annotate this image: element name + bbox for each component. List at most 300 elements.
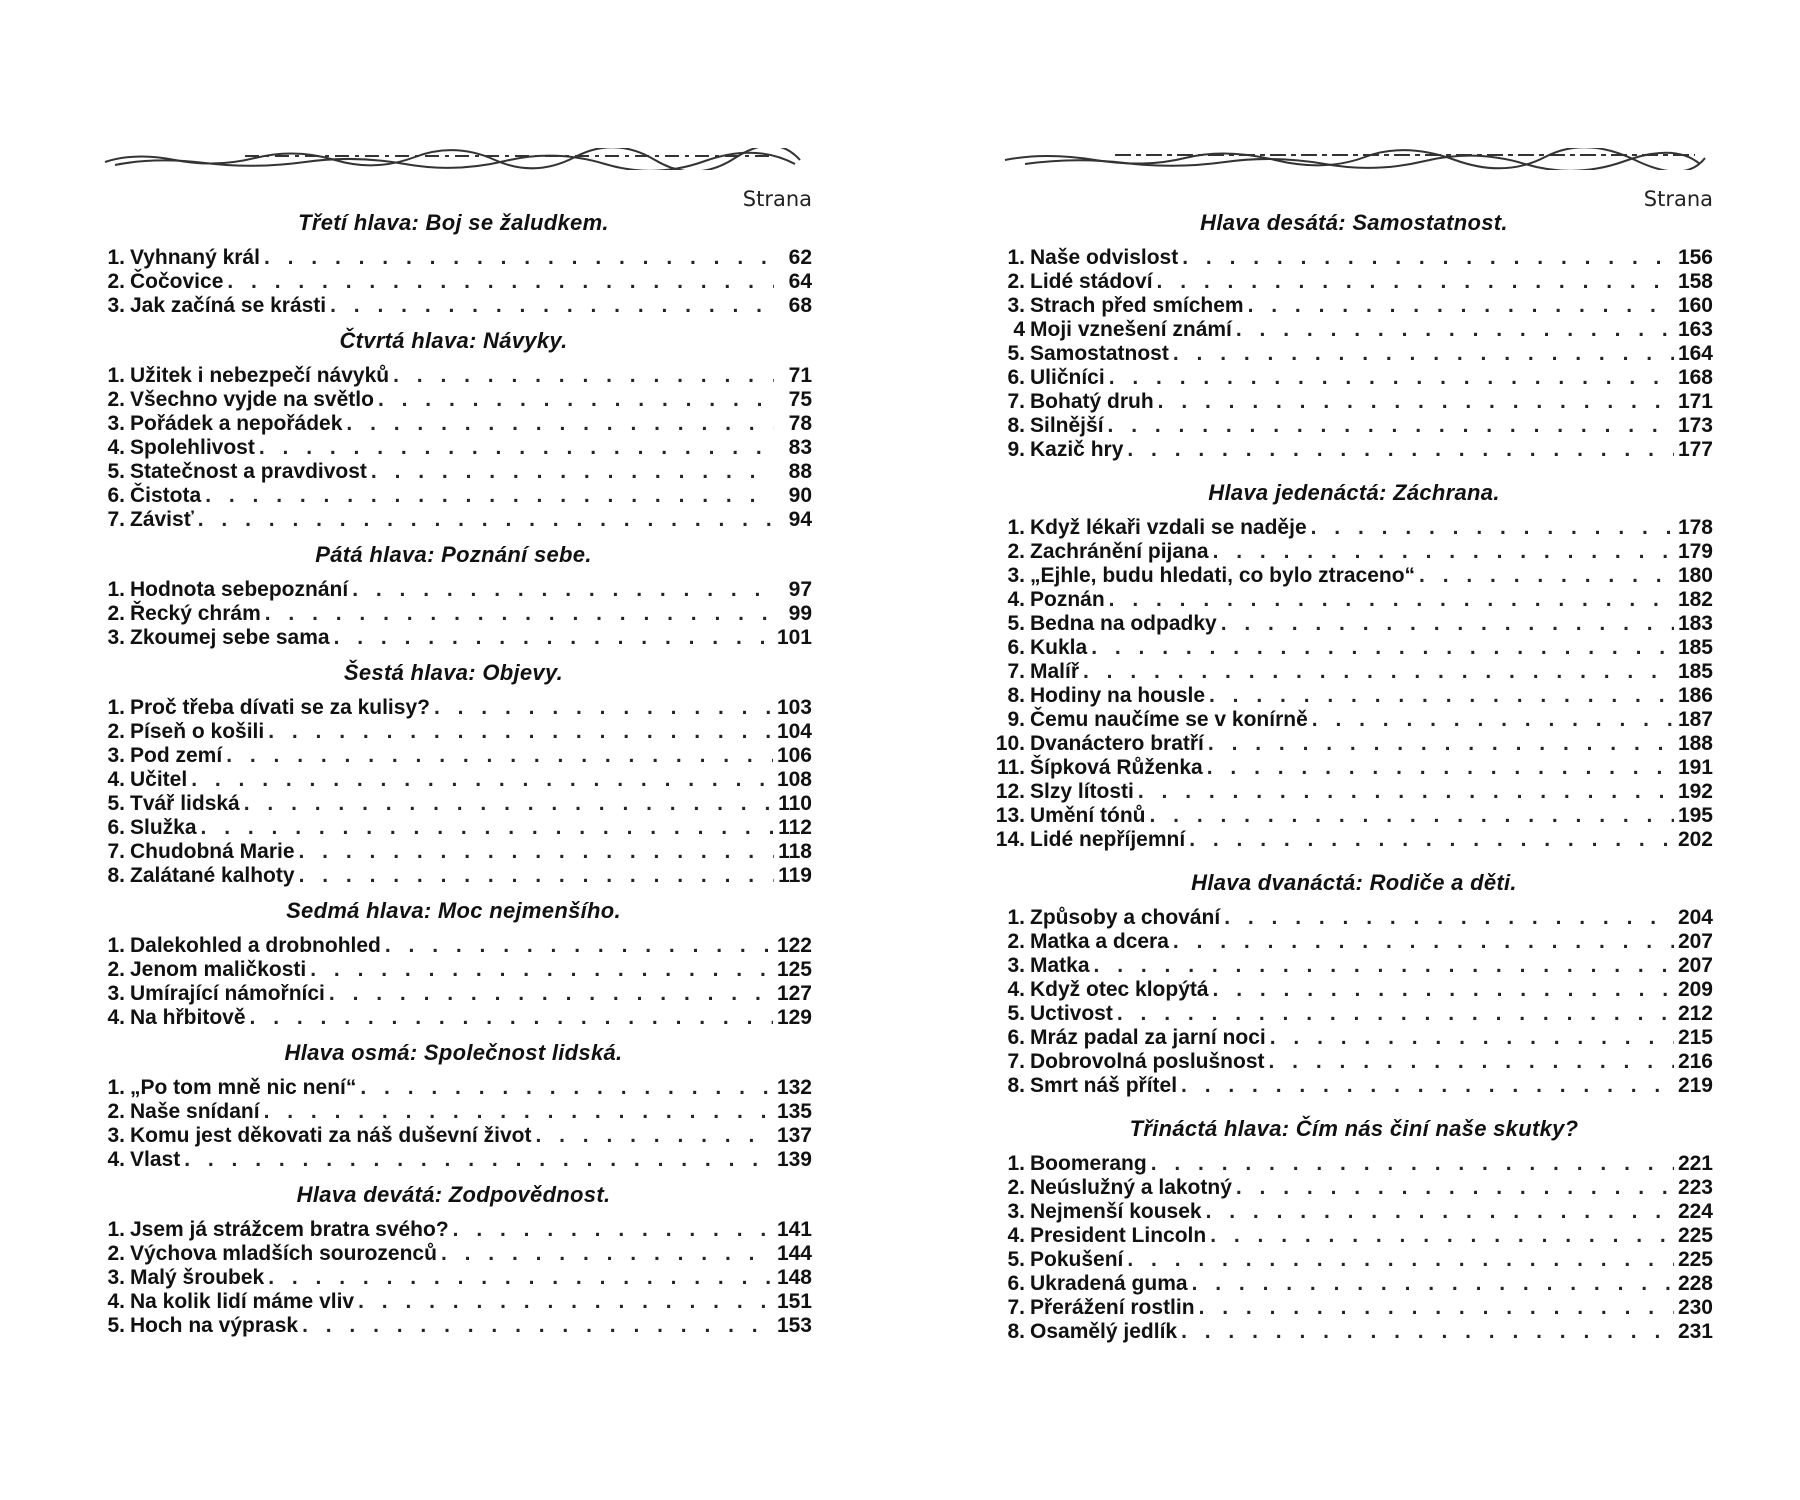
entry-number: 12. (995, 780, 1025, 803)
entry-title: Pod zemí (130, 744, 223, 767)
dot-leader (201, 816, 774, 840)
entry-number: 4. (1007, 1224, 1025, 1247)
dot-leader (299, 864, 774, 888)
toc-section (95, 898, 812, 1030)
toc-entry (95, 1242, 812, 1266)
toc-entry (95, 364, 812, 388)
chapter-heading: Hlava devátá: Zodpovědnost. (296, 1182, 611, 1207)
left-toc (95, 210, 812, 1338)
entry-page-number: 118 (778, 840, 812, 863)
toc-entry (95, 768, 812, 792)
entry-page-number: 127 (776, 982, 812, 1005)
entry-title: Dobrovolná poslušnost (1030, 1050, 1265, 1073)
entry-number: 7. (1007, 1050, 1025, 1073)
chapter-heading: Třetí hlava: Boj se žaludkem. (298, 210, 609, 235)
dot-leader (453, 1218, 773, 1242)
entry-number: 1. (1007, 516, 1025, 539)
entry-number: 7. (1007, 1296, 1025, 1319)
dot-leader (1311, 516, 1674, 540)
dot-leader (1127, 438, 1674, 462)
entry-page-number: 104 (776, 720, 812, 743)
dot-leader (259, 436, 774, 460)
entry-number: 4. (107, 1148, 125, 1171)
entry-title: Osamělý jedlík (1030, 1320, 1178, 1343)
entry-page-number: 215 (1677, 1026, 1713, 1049)
entry-page-number: 195 (1677, 804, 1713, 827)
entry-page-number: 191 (1677, 756, 1713, 779)
entry-number: 3. (107, 626, 125, 649)
toc-entry (95, 412, 812, 436)
dot-leader (1248, 294, 1674, 318)
entry-title: Chudobná Marie (130, 840, 295, 863)
entry-number: 3. (107, 1266, 125, 1289)
entry-page-number: 141 (776, 1218, 812, 1241)
dot-leader (268, 720, 773, 744)
entry-page-number: 160 (1677, 294, 1713, 317)
dot-leader (184, 1148, 773, 1172)
entry-title: Kukla (1030, 636, 1088, 659)
chapter-heading: Třináctá hlava: Čím nás činí naše skutky? (1129, 1116, 1579, 1141)
toc-entry (95, 1218, 812, 1242)
toc-entry (95, 246, 812, 270)
strana-label: Strana (1643, 187, 1713, 211)
toc-entry (995, 954, 1713, 978)
toc-entry (95, 294, 812, 318)
chapter-heading: Čtvrtá hlava: Návyky. (339, 328, 568, 353)
dot-leader (441, 1242, 773, 1266)
toc-entry (995, 270, 1713, 294)
entry-title: Učitel (130, 768, 188, 791)
entry-title: Kazič hry (1030, 438, 1124, 461)
header-ornament (995, 148, 1713, 170)
toc-entry (95, 484, 812, 508)
dot-leader (1158, 390, 1674, 414)
entry-number: 14. (995, 828, 1025, 851)
entry-title: Čočovice (130, 270, 224, 293)
toc-section (995, 1116, 1713, 1344)
entry-page-number: 186 (1677, 684, 1713, 707)
dot-leader (1182, 246, 1674, 270)
entry-page-number: 207 (1677, 930, 1713, 953)
entry-page-number: 180 (1677, 564, 1713, 587)
entry-number: 2. (1007, 540, 1025, 563)
entry-title: Čistota (130, 484, 202, 507)
toc-entry (995, 1152, 1713, 1176)
toc-entry (95, 460, 812, 484)
entry-page-number: 88 (788, 460, 812, 483)
entry-page-number: 156 (1677, 246, 1713, 269)
toc-entry (995, 516, 1713, 540)
toc-entry (995, 540, 1713, 564)
dot-leader (1199, 1296, 1674, 1320)
entry-page-number: 151 (776, 1290, 812, 1313)
dot-leader (1173, 342, 1674, 366)
entry-page-number: 110 (778, 792, 812, 815)
entry-page-number: 125 (776, 958, 812, 981)
entry-number: 1. (107, 246, 125, 269)
toc-entry (995, 564, 1713, 588)
toc-entry (995, 780, 1713, 804)
entry-title: Pořádek a nepořádek (130, 412, 343, 435)
toc-entry (995, 1248, 1713, 1272)
entry-page-number: 68 (788, 294, 812, 317)
dot-leader (268, 1266, 773, 1290)
entry-title: Proč třeba dívati se za kulisy? (130, 696, 430, 719)
entry-title: Výchova mladších sourozenců (130, 1242, 437, 1265)
entry-page-number: 90 (788, 484, 812, 507)
toc-entry (995, 318, 1713, 342)
dot-leader (393, 364, 774, 388)
entry-number: 2. (1007, 1176, 1025, 1199)
entry-title: Závisť (130, 508, 194, 531)
toc-section (95, 660, 812, 888)
right-page (995, 148, 1713, 1344)
toc-entry (995, 390, 1713, 414)
entry-title: Způsoby a chování (1030, 906, 1221, 929)
entry-title: Hodiny na housle (1030, 684, 1206, 707)
entry-title: Všechno vyjde na světlo (130, 388, 374, 411)
chapter-heading: Hlava jedenáctá: Záchrana. (1208, 480, 1500, 505)
entry-number: 6. (1007, 1026, 1025, 1049)
entry-number: 3. (1007, 564, 1025, 587)
toc-entry (995, 660, 1713, 684)
dot-leader (1312, 708, 1674, 732)
entry-title: Šípková Růženka (1030, 756, 1203, 779)
entry-title: Vyhnaný král (130, 246, 260, 269)
toc-entry (995, 1050, 1713, 1074)
toc-entry (95, 792, 812, 816)
entry-page-number: 182 (1677, 588, 1713, 611)
dot-leader (329, 982, 773, 1006)
entry-number: 4. (107, 1006, 125, 1029)
entry-title: Naše odvislost (1030, 246, 1179, 269)
entry-title: Bedna na odpadky (1030, 612, 1217, 635)
entry-title: Samostatnost (1030, 342, 1169, 365)
entry-title: Matka a dcera (1030, 930, 1169, 953)
entry-title: Ukradená guma (1030, 1272, 1188, 1295)
entry-number: 9. (1007, 438, 1025, 461)
toc-entry (95, 1266, 812, 1290)
dot-leader (1181, 1320, 1674, 1344)
entry-page-number: 158 (1677, 270, 1713, 293)
toc-entry (95, 720, 812, 744)
entry-page-number: 179 (1677, 540, 1713, 563)
entry-title: Uctivost (1030, 1002, 1113, 1025)
dot-leader (385, 934, 773, 958)
dot-leader (1236, 318, 1674, 342)
entry-page-number: 231 (1677, 1320, 1713, 1343)
toc-entry (95, 1148, 812, 1172)
toc-entry (995, 366, 1713, 390)
entry-page-number: 185 (1677, 636, 1713, 659)
dot-leader (434, 696, 773, 720)
dot-leader (330, 294, 774, 318)
entry-title: Jsem já strážcem bratra svého? (130, 1218, 449, 1241)
entry-title: Malý šroubek (130, 1266, 265, 1289)
toc-entry (995, 1026, 1713, 1050)
entry-title: Jak začíná se krásti (130, 294, 327, 317)
entry-title: Zkoumej sebe sama (130, 626, 330, 649)
entry-title: Hodnota sebepoznání (130, 578, 349, 601)
dot-leader (1192, 1272, 1674, 1296)
entry-page-number: 216 (1677, 1050, 1713, 1073)
toc-entry (995, 1200, 1713, 1224)
entry-number: 4. (107, 1290, 125, 1313)
toc-section (95, 542, 812, 650)
entry-title: Slzy lítosti (1030, 780, 1134, 803)
entry-number: 3. (107, 412, 125, 435)
toc-entry (995, 906, 1713, 930)
entry-number: 1. (107, 934, 125, 957)
entry-number: 8. (1007, 684, 1025, 707)
toc-entry (995, 294, 1713, 318)
toc-section (995, 870, 1713, 1098)
dot-leader (1270, 1026, 1674, 1050)
toc-entry (95, 934, 812, 958)
dot-leader (1091, 636, 1674, 660)
toc-entry (95, 270, 812, 294)
entry-title: Dvanáctero bratří (1030, 732, 1204, 755)
entry-page-number: 148 (776, 1266, 812, 1289)
entry-title: Hoch na výprask (130, 1314, 299, 1337)
entry-number: 2. (107, 388, 125, 411)
dot-leader (1269, 1050, 1674, 1074)
toc-section (95, 1040, 812, 1172)
entry-number: 1. (1007, 906, 1025, 929)
entry-number: 4. (1007, 588, 1025, 611)
dot-leader (1127, 1248, 1674, 1272)
entry-page-number: 177 (1677, 438, 1713, 461)
entry-title: Přerážení rostlin (1030, 1296, 1195, 1319)
toc-entry (995, 978, 1713, 1002)
toc-entry (995, 588, 1713, 612)
toc-entry (95, 1006, 812, 1030)
entry-number: 2. (107, 270, 125, 293)
entry-page-number: 64 (788, 270, 812, 293)
dot-leader (1189, 828, 1674, 852)
toc-entry (995, 756, 1713, 780)
entry-title: Na hřbitově (130, 1006, 246, 1029)
entry-page-number: 75 (788, 388, 812, 411)
entry-title: President Lincoln (1030, 1224, 1207, 1247)
entry-number: 3. (107, 294, 125, 317)
dot-leader (205, 484, 774, 508)
entry-title: Řecký chrám (130, 602, 261, 625)
entry-page-number: 129 (776, 1006, 812, 1029)
entry-page-number: 230 (1677, 1296, 1713, 1319)
entry-page-number: 103 (776, 696, 812, 719)
toc-section (95, 328, 812, 532)
entry-page-number: 163 (1677, 318, 1713, 341)
dot-leader (1213, 978, 1674, 1002)
toc-entry (995, 1296, 1713, 1320)
entry-number: 2. (1007, 270, 1025, 293)
entry-page-number: 183 (1677, 612, 1713, 635)
dot-leader (371, 460, 774, 484)
entry-number: 7. (107, 508, 125, 531)
toc-entry (995, 1320, 1713, 1344)
entry-title: Zalátané kalhoty (130, 864, 295, 887)
dot-leader (264, 1100, 773, 1124)
dot-leader (198, 508, 774, 532)
dot-leader (360, 1076, 773, 1100)
toc-entry (95, 1124, 812, 1148)
entry-number: 4. (107, 436, 125, 459)
entry-title: Moji vznešení známí (1030, 318, 1232, 341)
toc-entry (995, 414, 1713, 438)
toc-entry (95, 744, 812, 768)
entry-title: Neúslužný a lakotný (1030, 1176, 1232, 1199)
entry-page-number: 204 (1677, 906, 1713, 929)
toc-entry (995, 342, 1713, 366)
entry-title: Služka (130, 816, 197, 839)
entry-page-number: 119 (778, 864, 812, 887)
dot-leader (299, 840, 774, 864)
entry-page-number: 99 (788, 602, 812, 625)
dot-leader (250, 1006, 773, 1030)
dot-leader (1209, 684, 1674, 708)
right-toc (995, 210, 1713, 1344)
toc-entry (995, 708, 1713, 732)
dot-leader (1213, 540, 1674, 564)
entry-number: 1. (1007, 1152, 1025, 1175)
entry-number: 9. (1007, 708, 1025, 731)
entry-number: 5. (1007, 1248, 1025, 1271)
entry-number: 10. (995, 732, 1025, 755)
entry-title: Píseň o košili (130, 720, 265, 743)
toc-entry (995, 828, 1713, 852)
entry-number: 6. (1007, 1272, 1025, 1295)
dot-leader (378, 388, 774, 412)
entry-number: 3. (1007, 1200, 1025, 1223)
entry-page-number: 153 (776, 1314, 812, 1337)
toc-entry (95, 840, 812, 864)
entry-number: 5. (1007, 612, 1025, 635)
entry-number: 3. (107, 982, 125, 1005)
toc-entry (95, 626, 812, 650)
toc-entry (95, 602, 812, 626)
entry-number: 1. (1007, 246, 1025, 269)
dot-leader (1206, 1200, 1674, 1224)
dot-leader (1181, 1074, 1674, 1098)
entry-number: 4. (1007, 978, 1025, 1001)
entry-page-number: 168 (1677, 366, 1713, 389)
left-page (95, 148, 812, 1338)
toc-entry (995, 246, 1713, 270)
entry-page-number: 132 (776, 1076, 812, 1099)
toc-section (95, 1182, 812, 1338)
toc-section (995, 480, 1713, 852)
dot-leader (1109, 588, 1674, 612)
entry-title: Smrt náš přítel (1030, 1074, 1178, 1097)
entry-number: 2. (107, 1242, 125, 1265)
entry-page-number: 106 (776, 744, 812, 767)
dot-leader (1094, 954, 1674, 978)
toc-entry (995, 1224, 1713, 1248)
entry-title: Matka (1030, 954, 1090, 977)
entry-page-number: 209 (1677, 978, 1713, 1001)
entry-title: „Ejhle, budu hledati, co bylo ztraceno“ (1030, 564, 1416, 587)
entry-number: 5. (107, 460, 125, 483)
entry-title: Uličníci (1030, 366, 1105, 389)
entry-page-number: 228 (1677, 1272, 1713, 1295)
dot-leader (226, 744, 773, 768)
entry-number: 1. (107, 1076, 125, 1099)
entry-number: 13. (995, 804, 1025, 827)
dot-leader (1173, 930, 1674, 954)
entry-page-number: 171 (1677, 390, 1713, 413)
toc-entry (995, 1074, 1713, 1098)
dot-leader (1210, 1224, 1674, 1248)
dot-leader (535, 1124, 773, 1148)
toc-entry (95, 1100, 812, 1124)
entry-title: Spolehlivost (130, 436, 255, 459)
entry-number: 8. (1007, 1074, 1025, 1097)
entry-page-number: 94 (788, 508, 812, 531)
entry-page-number: 108 (776, 768, 812, 791)
dot-leader (1108, 414, 1674, 438)
entry-page-number: 178 (1677, 516, 1713, 539)
entry-page-number: 135 (776, 1100, 812, 1123)
entry-title: Komu jest děkovati za náš duševní život (130, 1124, 532, 1147)
entry-title: Dalekohled a drobnohled (130, 934, 381, 957)
entry-page-number: 192 (1677, 780, 1713, 803)
entry-page-number: 187 (1677, 708, 1713, 731)
entry-number: 11. (996, 756, 1025, 779)
toc-entry (995, 804, 1713, 828)
toc-entry (995, 1272, 1713, 1296)
chapter-heading: Šestá hlava: Objevy. (343, 660, 564, 685)
entry-title: Strach před smíchem (1030, 294, 1244, 317)
toc-section (995, 210, 1713, 462)
entry-number: 4. (107, 768, 125, 791)
entry-number: 5. (1007, 1002, 1025, 1025)
toc-entry (95, 982, 812, 1006)
entry-title: Lidé nepříjemní (1030, 828, 1186, 851)
entry-number: 6. (1007, 366, 1025, 389)
dot-leader (1419, 564, 1674, 588)
toc-entry (95, 1076, 812, 1100)
entry-number: 3. (1007, 954, 1025, 977)
dot-leader (1221, 612, 1674, 636)
toc-entry (995, 930, 1713, 954)
entry-title: Statečnost a pravdivost (130, 460, 367, 483)
toc-entry (95, 958, 812, 982)
toc-entry (995, 612, 1713, 636)
toc-entry (995, 684, 1713, 708)
strana-label: Strana (742, 187, 812, 211)
toc-section (95, 210, 812, 318)
toc-entry (95, 816, 812, 840)
entry-title: Na kolik lidí máme vliv (130, 1290, 355, 1313)
entry-number: 8. (1007, 1320, 1025, 1343)
entry-page-number: 212 (1677, 1002, 1713, 1025)
chapter-heading: Sedmá hlava: Moc nejmenšího. (286, 898, 621, 923)
entry-number: 1. (107, 1218, 125, 1241)
entry-title: Když otec klopýtá (1030, 978, 1209, 1001)
entry-title: Tvář lidská (130, 792, 240, 815)
dot-leader (1150, 804, 1674, 828)
toc-entry (95, 578, 812, 602)
dot-leader (1208, 732, 1674, 756)
entry-page-number: 164 (1677, 342, 1713, 365)
dot-leader (1117, 1002, 1674, 1026)
entry-page-number: 202 (1677, 828, 1713, 851)
entry-title: Umění tónů (1030, 804, 1146, 827)
chapter-heading: Hlava osmá: Společnost lidská. (284, 1040, 623, 1065)
entry-title: Mráz padal za jarní noci (1030, 1026, 1266, 1049)
entry-page-number: 224 (1677, 1200, 1713, 1223)
